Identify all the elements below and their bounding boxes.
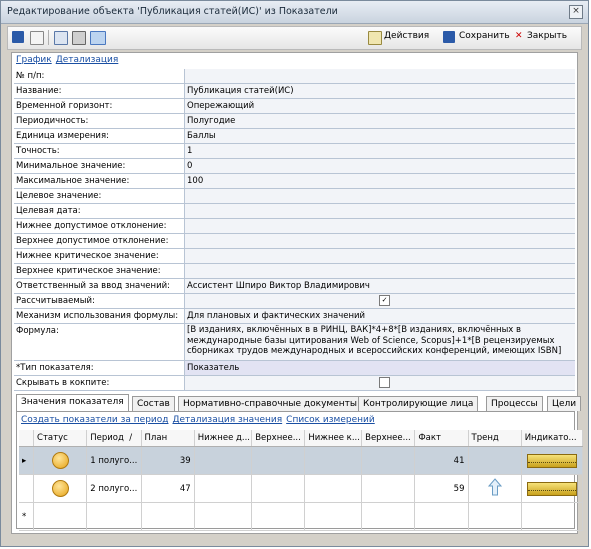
indicator-cell xyxy=(521,475,582,503)
property-row xyxy=(14,204,575,219)
table-row[interactable] xyxy=(19,475,583,503)
close-icon: ✕ xyxy=(515,31,523,41)
window-title: Редактирование объекта 'Публикация статей(ИС)' из Показатели xyxy=(7,6,338,17)
row-indicator-header xyxy=(19,430,34,447)
tab-5[interactable]: Цели xyxy=(547,396,581,411)
property-row xyxy=(14,114,575,129)
empty-cell[interactable] xyxy=(252,503,305,531)
col-lower-allowed[interactable]: Нижнее д... xyxy=(194,430,251,447)
col-upper-critical[interactable]: Верхнее... xyxy=(362,430,415,447)
lower-critical-cell[interactable] xyxy=(305,475,362,503)
save-icon xyxy=(443,31,455,43)
status-cell xyxy=(34,475,87,503)
empty-cell[interactable] xyxy=(141,503,194,531)
property-label: Минимальное значение: xyxy=(14,159,184,173)
empty-cell[interactable] xyxy=(87,503,141,531)
property-value[interactable] xyxy=(184,294,575,308)
value-detail-link[interactable]: Детализация значения xyxy=(172,415,283,425)
link-icon[interactable] xyxy=(90,31,106,45)
period-cell[interactable]: 1 полуго... xyxy=(87,447,141,475)
property-row xyxy=(14,84,575,99)
property-value[interactable] xyxy=(184,204,575,218)
col-fact[interactable]: Факт xyxy=(415,430,468,447)
property-row xyxy=(14,69,575,84)
property-value[interactable] xyxy=(184,264,575,278)
actions-icon xyxy=(368,31,382,45)
save-button[interactable]: Сохранить xyxy=(459,31,510,41)
trend-up-icon xyxy=(488,478,502,496)
property-label: Скрывать в кокпите: xyxy=(14,376,184,390)
indicator-cell xyxy=(521,447,582,475)
create-period-indicators-link[interactable]: Создать показатели за период xyxy=(21,415,169,425)
tab-2[interactable]: Нормативно-справочные документы xyxy=(178,396,362,411)
toolbar xyxy=(7,26,582,50)
property-label: Точность: xyxy=(14,144,184,158)
property-value[interactable] xyxy=(184,249,575,263)
property-value[interactable]: [В изданиях, включённых в в РИНЦ, ВАК]*4+8*[В изданиях, включённых в международные базы цитирования Web of Science, Scopus]+1*[В рецензируемых сборниках трудов международных и всероссийских конференций, имеющих ISBN] xyxy=(184,324,575,360)
property-grid xyxy=(14,69,575,391)
property-row xyxy=(14,376,575,391)
grid-header xyxy=(19,430,583,447)
property-row xyxy=(14,309,575,324)
sort-indicator-icon: / xyxy=(129,433,133,443)
chart-link[interactable]: График xyxy=(16,55,52,65)
tab-0[interactable]: Значения показателя xyxy=(16,394,129,412)
values-grid xyxy=(19,430,583,531)
plan-cell[interactable]: 39 xyxy=(141,447,194,475)
property-label: Название: xyxy=(14,84,184,98)
property-label: № п/п: xyxy=(14,69,184,83)
property-value[interactable]: Полугодие xyxy=(184,114,575,128)
col-period[interactable]: Период / xyxy=(87,430,141,447)
period-cell[interactable]: 2 полуго... xyxy=(87,475,141,503)
title-bar xyxy=(1,1,588,24)
new-row[interactable] xyxy=(19,503,583,531)
close-window-icon[interactable]: × xyxy=(569,5,583,19)
lower-critical-cell[interactable] xyxy=(305,447,362,475)
property-label: Нижнее критическое значение: xyxy=(14,249,184,263)
tab-3[interactable]: Контролирующие лица xyxy=(358,396,478,411)
upper-allowed-cell[interactable] xyxy=(252,475,305,503)
property-row xyxy=(14,294,575,309)
property-value[interactable] xyxy=(184,219,575,233)
property-label: Единица измерения: xyxy=(14,129,184,143)
col-status[interactable]: Статус xyxy=(34,430,87,447)
top-links xyxy=(16,55,122,65)
table-icon[interactable] xyxy=(54,31,68,45)
property-row xyxy=(14,144,575,159)
lower-allowed-cell[interactable] xyxy=(194,475,251,503)
lower-allowed-cell[interactable] xyxy=(194,447,251,475)
property-value[interactable]: Публикация статей(ИС) xyxy=(184,84,575,98)
property-label: Рассчитываемый: xyxy=(14,294,184,308)
tab-strip xyxy=(16,394,577,411)
col-trend[interactable]: Тренд xyxy=(468,430,521,447)
property-label: Ответственный за ввод значений: xyxy=(14,279,184,293)
property-label: Целевое значение: xyxy=(14,189,184,203)
property-value[interactable] xyxy=(184,69,575,83)
property-label: Целевая дата: xyxy=(14,204,184,218)
property-checkbox[interactable] xyxy=(379,377,390,388)
fact-cell[interactable]: 41 xyxy=(415,447,468,475)
actions-button[interactable]: Действия xyxy=(384,31,430,41)
property-row xyxy=(14,279,575,294)
property-value[interactable]: Ассистент Шпиро Виктор Владимирович xyxy=(184,279,575,293)
property-label: Временной горизонт: xyxy=(14,99,184,113)
property-value[interactable] xyxy=(184,376,575,390)
property-value[interactable]: 1 xyxy=(184,144,575,158)
panel-links xyxy=(21,415,379,425)
property-row xyxy=(14,264,575,279)
property-value[interactable] xyxy=(184,189,575,203)
close-button[interactable]: Закрыть xyxy=(527,31,568,41)
property-label: Нижнее допустимое отклонение: xyxy=(14,219,184,233)
property-row xyxy=(14,234,575,249)
status-cell xyxy=(34,447,87,475)
property-row xyxy=(14,159,575,174)
property-value[interactable]: Для плановых и фактических значений xyxy=(184,309,575,323)
indicator-gauge-icon xyxy=(527,482,577,496)
upper-critical-cell[interactable] xyxy=(362,475,415,503)
save-icon[interactable] xyxy=(12,31,24,43)
col-upper-allowed[interactable]: Верхнее... xyxy=(252,430,305,447)
property-value[interactable] xyxy=(184,234,575,248)
property-row xyxy=(14,174,575,189)
plan-cell[interactable]: 47 xyxy=(141,475,194,503)
upper-allowed-cell[interactable] xyxy=(252,447,305,475)
upper-critical-cell[interactable] xyxy=(362,447,415,475)
col-lower-critical[interactable]: Нижнее к... xyxy=(305,430,362,447)
property-label: Механизм использования формулы: xyxy=(14,309,184,323)
empty-cell[interactable] xyxy=(415,503,468,531)
property-row xyxy=(14,189,575,204)
property-label: Верхнее допустимое отклонение: xyxy=(14,234,184,248)
empty-cell[interactable] xyxy=(362,503,415,531)
print-icon[interactable] xyxy=(72,31,86,45)
property-label: Верхнее критическое значение: xyxy=(14,264,184,278)
empty-cell[interactable] xyxy=(468,503,521,531)
table-row[interactable] xyxy=(19,447,583,475)
property-value[interactable]: Баллы xyxy=(184,129,575,143)
col-plan[interactable]: План xyxy=(141,430,194,447)
property-row xyxy=(14,99,575,114)
property-label: Максимальное значение: xyxy=(14,174,184,188)
property-checkbox[interactable]: ✓ xyxy=(379,295,390,306)
trend-cell xyxy=(468,447,521,475)
property-value[interactable]: Опережающий xyxy=(184,99,575,113)
content-area xyxy=(11,52,578,534)
new-row-marker: * xyxy=(19,503,34,531)
property-value[interactable]: 100 xyxy=(184,174,575,188)
tab-1[interactable]: Состав xyxy=(132,396,175,411)
col-indicator[interactable]: Индикато... xyxy=(521,430,582,447)
property-row xyxy=(14,219,575,234)
property-label: Формула: xyxy=(14,324,184,360)
row-marker: ▸ xyxy=(19,447,34,475)
property-row xyxy=(14,129,575,144)
fact-cell[interactable]: 59 xyxy=(415,475,468,503)
status-dot-icon xyxy=(52,480,69,497)
row-marker xyxy=(19,475,34,503)
document-icon[interactable] xyxy=(30,31,44,45)
indicator-gauge-icon xyxy=(527,454,577,468)
property-value[interactable]: 0 xyxy=(184,159,575,173)
empty-cell[interactable] xyxy=(521,503,582,531)
property-value[interactable]: Показатель xyxy=(184,361,575,375)
values-panel xyxy=(16,411,575,529)
empty-cell[interactable] xyxy=(34,503,87,531)
property-row xyxy=(14,249,575,264)
trend-cell xyxy=(468,475,521,503)
measurements-list-link[interactable]: Список измерений xyxy=(286,415,375,425)
property-label: *Тип показателя: xyxy=(14,361,184,375)
tab-4[interactable]: Процессы xyxy=(486,396,543,411)
status-dot-icon xyxy=(52,452,69,469)
empty-cell[interactable] xyxy=(305,503,362,531)
property-label: Периодичность: xyxy=(14,114,184,128)
property-row xyxy=(14,361,575,376)
toolbar-separator xyxy=(48,30,49,45)
detail-link[interactable]: Детализация xyxy=(55,55,119,65)
empty-cell[interactable] xyxy=(194,503,251,531)
property-row xyxy=(14,324,575,361)
